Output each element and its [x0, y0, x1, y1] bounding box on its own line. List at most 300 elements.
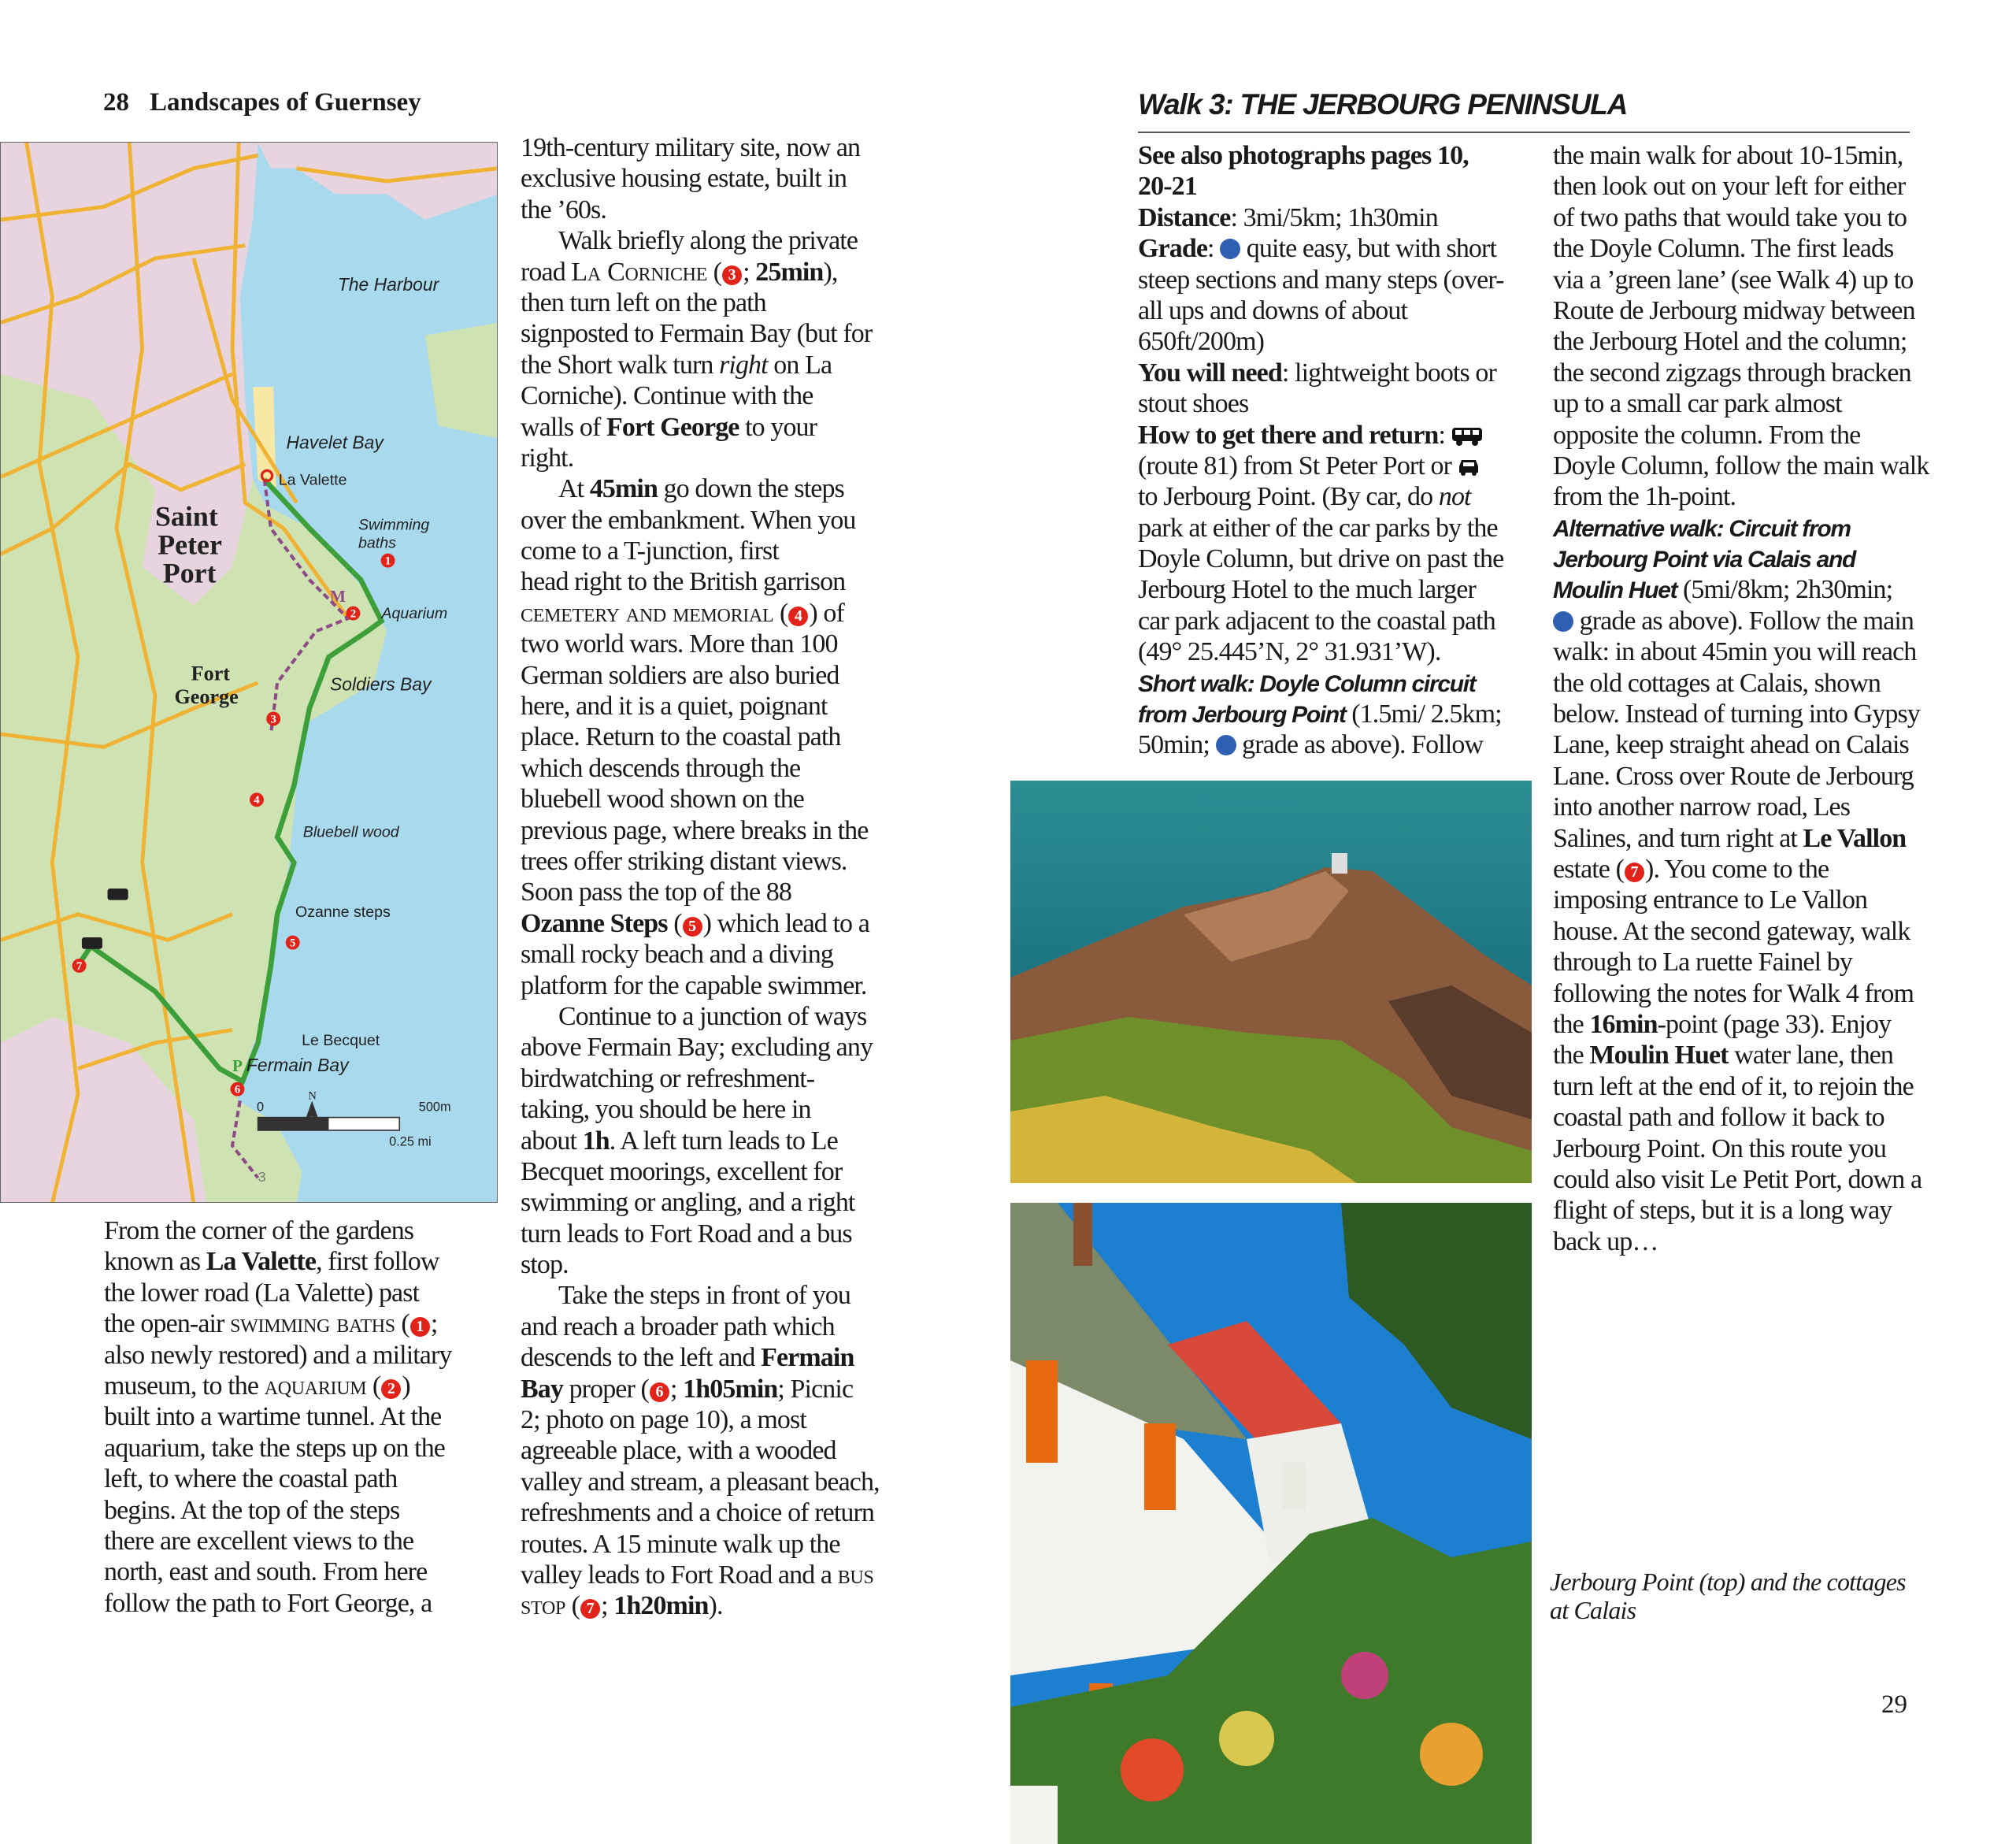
text-line: [104, 1278, 452, 1308]
text-run: : lightweight boots or: [1281, 358, 1496, 388]
text-run: 50min;: [1138, 730, 1216, 760]
text-line: [1138, 451, 1504, 481]
book-title: Landscapes of Guernsey: [150, 88, 421, 117]
text-line: [1138, 420, 1504, 451]
bold-text: Ozanne Steps: [521, 908, 668, 938]
waypoint-4: 4: [254, 794, 260, 807]
text-line: [521, 288, 880, 318]
text-run: birdwatching or refreshment-: [521, 1063, 815, 1093]
small-caps-text: stop: [521, 1591, 566, 1621]
text-run: (49° 25.445’N, 2° 31.931’W).: [1138, 637, 1441, 667]
text-line: [1553, 729, 1929, 760]
label-le-becquet: Le Becquet: [302, 1032, 380, 1050]
text-run: (route 81) from St Peter Port or: [1138, 451, 1458, 480]
text-line: [1138, 636, 1504, 667]
text-line: [521, 660, 880, 691]
text-run: aquarium, take the steps up on the: [104, 1433, 445, 1463]
text-run: the open-air: [104, 1309, 231, 1339]
bus-icon: [1451, 423, 1483, 454]
text-run: about: [521, 1126, 583, 1156]
text-line: [104, 1371, 452, 1401]
label-havelet-bay: Havelet Bay: [286, 432, 384, 453]
text-line: [521, 1404, 880, 1435]
text-line: [104, 1464, 452, 1494]
text-line: [521, 722, 880, 752]
text-run: road: [521, 257, 572, 287]
subheading: Short walk: Doyle Column circuit: [1138, 670, 1476, 697]
text-run: then look out on your left for either: [1553, 172, 1906, 202]
label-port: Port: [162, 557, 217, 589]
bold-text: 1h20min: [613, 1591, 709, 1621]
text-run: come to a T-junction, first: [521, 536, 779, 566]
text-run: ;: [601, 1591, 614, 1621]
small-caps-text: aquarium: [264, 1371, 367, 1401]
italic-text: right: [719, 350, 768, 380]
text-line: [521, 380, 880, 411]
bold-text: Fermain: [761, 1343, 854, 1373]
walk-map: [0, 142, 498, 1203]
text-run: ;: [430, 1309, 438, 1339]
text-run: From the corner of the gardens: [104, 1216, 414, 1245]
text-run: refreshments and a choice of return: [521, 1498, 874, 1528]
text-run: the main walk for about 10-15min,: [1553, 141, 1903, 170]
running-header: [103, 88, 421, 117]
bold-text: 16min: [1589, 1009, 1658, 1039]
text-line: [521, 1187, 880, 1218]
text-run: previous page, where breaks in the: [521, 815, 869, 845]
left-page-column-bottom: [104, 1215, 452, 1619]
text-run: exclusive housing estate, built in: [521, 164, 847, 194]
text-line: [104, 1215, 452, 1246]
text-run: could also visit Le Petit Port, down a: [1553, 1164, 1922, 1194]
waypoint-2: 2: [350, 607, 357, 621]
text-line: [1553, 295, 1929, 326]
text-line: [521, 257, 880, 288]
text-run: grade as above). Follow: [1236, 730, 1484, 760]
grade-dot-icon: [1553, 611, 1573, 632]
text-run: (: [773, 598, 788, 628]
waypoint-number-icon: 4: [788, 607, 808, 626]
text-run: ),: [823, 257, 838, 287]
right-page-column-left: [1138, 140, 1504, 761]
text-line: [521, 443, 880, 473]
parking-icon: P: [232, 1056, 243, 1075]
text-line: [521, 877, 880, 907]
text-line: [1553, 388, 1929, 419]
text-line: [521, 536, 880, 566]
walk-ref-label: 3: [258, 1169, 266, 1185]
text-run: the ’60s.: [521, 195, 606, 224]
subheading: Jerbourg Point via Calais and: [1553, 547, 1856, 573]
text-run: imposing entrance to Le Vallon: [1553, 885, 1868, 915]
text-run: (1.5mi/ 2.5km;: [1345, 699, 1502, 729]
grade-dot-icon: [1216, 735, 1236, 755]
text-run: all ups and downs of about: [1138, 295, 1408, 325]
text-line: [1553, 233, 1929, 264]
small-caps-text: bus: [837, 1560, 874, 1590]
text-line: [1553, 792, 1929, 822]
text-run: and reach a broader path which: [521, 1312, 835, 1341]
bold-text: Fort George: [606, 412, 739, 442]
text-line: [521, 195, 880, 225]
text-line: [521, 1497, 880, 1528]
text-run: flight of steps, but it is a long way: [1553, 1196, 1892, 1226]
text-run: 2; photo on page 10), a most: [521, 1405, 806, 1435]
text-line: [1553, 481, 1929, 512]
text-line: [1553, 668, 1929, 699]
waypoint-number-icon: 5: [683, 917, 702, 937]
text-run: north, east and south. From here: [104, 1557, 428, 1587]
text-line: [521, 1374, 880, 1404]
text-line: [521, 629, 880, 659]
text-run: Lane, keep straight ahead on Calais: [1553, 730, 1909, 760]
text-run: there are excellent views to the: [104, 1526, 414, 1556]
text-line: [1138, 574, 1504, 605]
text-line: [1553, 1102, 1929, 1133]
text-line: [521, 350, 880, 380]
text-run: walk: in about 45min you will reach: [1553, 637, 1917, 667]
text-run: coastal path and follow it back to: [1553, 1103, 1884, 1133]
text-run: (: [707, 257, 722, 287]
text-run: small rocky beach and a diving: [521, 940, 833, 970]
bold-text: La Valette: [206, 1247, 317, 1277]
text-run: descends to the left and: [521, 1343, 762, 1373]
text-line: [104, 1556, 452, 1587]
text-run: (: [667, 908, 682, 938]
text-run: ). You come to the: [1645, 854, 1829, 884]
text-line: [521, 1435, 880, 1466]
caption-line-1: Jerbourg Point (top) and the cottages: [1550, 1568, 1906, 1596]
label-bluebell-wood: Bluebell wood: [302, 823, 399, 841]
text-line: [104, 1495, 452, 1526]
text-line: [521, 846, 880, 877]
text-line: [1553, 1133, 1929, 1164]
title-divider: [1138, 132, 1910, 133]
text-run: stop.: [521, 1250, 569, 1280]
text-line: [1553, 513, 1929, 544]
text-run: turn leads to Fort Road and a bus: [521, 1219, 852, 1249]
text-line: [1553, 1071, 1929, 1102]
text-line: [521, 505, 880, 536]
text-run: quite easy, but with short: [1240, 234, 1496, 264]
text-line: [1553, 854, 1929, 885]
text-line: [1553, 326, 1929, 357]
bold-text: 1h05min: [683, 1374, 778, 1404]
text-run: go down the steps: [658, 474, 844, 504]
text-line: [1553, 1226, 1929, 1257]
bold-text: How to get there and return: [1138, 420, 1439, 450]
text-run: museum, to the: [104, 1371, 265, 1401]
text-run: built into a wartime tunnel. At the: [104, 1402, 442, 1432]
label-peter: Peter: [158, 529, 222, 561]
waypoint-7: 7: [76, 959, 83, 973]
text-line: [104, 1308, 452, 1339]
text-run: , first follow: [316, 1247, 439, 1277]
text-run: the Doyle Column. The first leads: [1553, 234, 1894, 264]
text-line: [521, 1467, 880, 1497]
text-run: Doyle Column, follow the main walk: [1553, 451, 1929, 480]
text-line: [1553, 1195, 1929, 1226]
text-run: 19th-century military site, now an: [521, 133, 861, 162]
text-run: follow the path to Fort George, a: [104, 1588, 432, 1618]
text-run: ) of: [809, 598, 844, 628]
text-run: left, to where the coastal path: [104, 1464, 398, 1494]
waypoint-6: 6: [234, 1083, 241, 1096]
text-line: [521, 1156, 880, 1187]
text-line: [521, 225, 880, 256]
waypoint-1: 1: [384, 555, 391, 568]
page-number-left: 28: [103, 88, 129, 117]
text-line: [521, 1032, 880, 1063]
text-run: through to La ruette Fainel by: [1553, 948, 1852, 978]
text-line: [104, 1526, 452, 1556]
text-line: [1553, 420, 1929, 451]
text-run: signposted to Fermain Bay (but for: [521, 319, 873, 349]
text-run: Jerbourg Point. On this route you: [1553, 1133, 1886, 1163]
label-swimming: Swimming: [358, 516, 430, 534]
photo-calais-cottages: [1010, 1203, 1532, 1844]
label-fort: Fort: [191, 662, 230, 685]
text-line: [521, 784, 880, 814]
text-run: grade as above). Follow the main: [1573, 606, 1914, 636]
bold-text: 20-21: [1138, 172, 1197, 202]
text-line: [1138, 358, 1504, 388]
text-line: [1138, 481, 1504, 512]
text-line: [521, 691, 880, 722]
text-line: [1138, 513, 1504, 544]
text-line: [521, 753, 880, 784]
text-run: place. Return to the coastal path: [521, 722, 841, 752]
text-line: [1553, 606, 1929, 636]
text-run: known as: [104, 1247, 206, 1277]
text-line: [521, 939, 880, 970]
text-run: Soon pass the top of the 88: [521, 877, 792, 907]
text-line: [1138, 699, 1504, 729]
bold-text: Le Vallon: [1803, 823, 1907, 853]
text-line: [521, 1560, 880, 1590]
text-line: [521, 1219, 880, 1249]
text-run: two world wars. More than 100: [521, 629, 838, 659]
grade-dot-icon: [1220, 239, 1240, 259]
text-run: head right to the British garrison: [521, 567, 846, 597]
text-run: taking, you should be here in: [521, 1095, 811, 1125]
text-run: which descends through the: [521, 753, 801, 783]
caption-line-2: at Calais: [1550, 1596, 1636, 1624]
text-line: [521, 473, 880, 504]
text-run: right.: [521, 443, 574, 473]
text-run: above Fermain Bay; excluding any: [521, 1033, 873, 1063]
text-run: swimming or angling, and a right: [521, 1188, 855, 1218]
text-line: [521, 815, 880, 846]
bold-text: 1h: [582, 1126, 610, 1156]
text-line: [1138, 265, 1504, 295]
bold-text: Distance: [1138, 202, 1231, 232]
text-line: [1553, 699, 1929, 729]
text-run: the Jerbourg Hotel and the column;: [1553, 327, 1907, 357]
text-run: Salines, and turn right at: [1553, 823, 1803, 853]
text-line: [521, 1529, 880, 1560]
subheading: Alternative walk: Circuit from: [1553, 515, 1851, 542]
scale-zero: 0: [256, 1100, 265, 1115]
bus-stop-icon-2: [82, 937, 102, 949]
subheading: from Jerbourg Point: [1138, 702, 1346, 729]
text-line: [104, 1433, 452, 1464]
label-baths: baths: [358, 534, 396, 552]
text-run: agreeable place, with a wooded: [521, 1436, 836, 1466]
text-run: ).: [708, 1591, 723, 1621]
text-run: valley leads to Fort Road and a: [521, 1560, 838, 1590]
text-line: [521, 1280, 880, 1311]
text-run: the second zigzags through bracken: [1553, 358, 1911, 388]
small-caps-text: La Corniche: [571, 257, 708, 287]
text-line: [1138, 233, 1504, 264]
text-run: Lane. Cross over Route de Jerbourg: [1553, 761, 1914, 791]
text-run: also newly restored) and a military: [104, 1340, 452, 1370]
text-line: [104, 1246, 452, 1277]
map-graphic: [1, 143, 498, 1203]
text-run: via a ’green lane’ (see Walk 4) up to: [1553, 265, 1914, 295]
waypoint-number-icon: 3: [722, 265, 742, 285]
text-line: [1553, 1040, 1929, 1070]
bold-text: 25min: [755, 257, 824, 287]
photo-caption: [1550, 1568, 1906, 1624]
text-run: to your: [739, 412, 817, 442]
walk-title: Walk 3: THE JERBOURG PENINSULA: [1138, 88, 1628, 121]
text-run: here, and it is a quiet, poignant: [521, 692, 828, 722]
text-line: [1138, 729, 1504, 760]
bold-text: See also photographs pages 10,: [1138, 141, 1469, 170]
text-line: [1553, 978, 1929, 1009]
text-line: [521, 1126, 880, 1156]
text-run: Doyle Column, but drive on past the: [1138, 544, 1504, 574]
text-run: trees offer striking distant views.: [521, 846, 847, 876]
text-line: [521, 1249, 880, 1280]
text-run: into another narrow road, Les: [1553, 792, 1851, 822]
text-run: bluebell wood shown on the: [521, 785, 804, 814]
text-line: [1138, 171, 1504, 202]
bold-text: Grade: [1138, 234, 1208, 264]
text-run: the lower road (La Valette) past: [104, 1278, 420, 1308]
text-run: then turn left on the path: [521, 288, 766, 317]
text-run: over the embankment. When you: [521, 505, 856, 535]
text-run: to Jerbourg Point. (By car, do: [1138, 482, 1439, 512]
text-run: 650ft/200m): [1138, 327, 1265, 357]
text-run: : 3mi/5km; 1h30min: [1230, 202, 1438, 232]
text-line: [1138, 202, 1504, 233]
text-line: [1553, 574, 1929, 605]
text-line: [521, 132, 880, 163]
waypoint-number-icon: 7: [1625, 863, 1644, 882]
text-run: the: [1553, 1041, 1590, 1070]
text-run: valley and stream, a pleasant beach,: [521, 1467, 880, 1497]
bold-text: You will need: [1138, 358, 1282, 388]
text-run: ) which lead to a: [702, 908, 869, 938]
text-run: (5mi/8km; 2h30min;: [1677, 575, 1893, 605]
text-run: below. Instead of turning into Gypsy: [1553, 699, 1920, 729]
waypoint-number-icon: 7: [580, 1599, 600, 1619]
text-line: [1553, 761, 1929, 792]
text-run: ): [402, 1371, 410, 1401]
text-run: up to a small car park almost: [1553, 389, 1842, 419]
text-line: [521, 318, 880, 349]
text-run: ; Picnic: [777, 1374, 854, 1404]
waypoint-5: 5: [290, 937, 296, 950]
label-aquarium: Aquarium: [381, 605, 448, 623]
label-ozanne-steps: Ozanne steps: [295, 903, 391, 921]
label-saint: Saint: [154, 500, 218, 532]
subheading: Moulin Huet: [1553, 577, 1677, 604]
text-line: [1138, 295, 1504, 326]
text-line: [1553, 451, 1929, 481]
text-line: [1138, 544, 1504, 574]
label-north: N: [308, 1089, 317, 1103]
label-george: George: [174, 685, 239, 708]
text-line: [1553, 947, 1929, 978]
text-run: back up…: [1553, 1226, 1658, 1256]
bold-text: Moulin Huet: [1589, 1041, 1729, 1070]
text-run: estate (: [1553, 854, 1625, 884]
text-line: [1138, 606, 1504, 636]
text-line: [1553, 140, 1929, 171]
small-caps-text: cemetery and memorial: [521, 598, 774, 628]
text-run: . A left turn leads to Le: [609, 1126, 838, 1156]
waypoint-number-icon: 6: [650, 1382, 669, 1402]
text-run: following the notes for Walk 4 from: [1553, 978, 1914, 1008]
text-run: -point (page 33). Enjoy: [1657, 1009, 1892, 1039]
text-line: [521, 1063, 880, 1094]
text-run: At: [558, 474, 590, 504]
text-run: Take the steps in front of you: [558, 1281, 850, 1311]
text-run: car park adjacent to the coastal path: [1138, 606, 1495, 636]
text-run: routes. A 15 minute walk up the: [521, 1529, 840, 1559]
text-line: [1553, 885, 1929, 915]
text-run: the Short walk turn: [521, 350, 720, 380]
text-line: [1138, 326, 1504, 357]
text-run: :: [1207, 234, 1221, 264]
left-page-column-middle: [521, 132, 880, 1622]
text-run: stout shoes: [1138, 389, 1249, 419]
text-run: (: [366, 1371, 381, 1401]
text-line: [1138, 668, 1504, 699]
bold-text: 45min: [589, 474, 658, 504]
text-run: Route de Jerbourg midway between: [1553, 295, 1915, 325]
text-run: (: [395, 1309, 410, 1339]
text-run: walls of: [521, 412, 606, 442]
text-run: :: [1438, 420, 1451, 450]
text-line: [1553, 1009, 1929, 1040]
right-page-column-right: [1553, 140, 1929, 1257]
text-run: Corniche). Continue with the: [521, 381, 813, 411]
text-line: [1553, 1164, 1929, 1195]
text-line: [521, 1342, 880, 1373]
text-line: [1553, 265, 1929, 295]
text-line: [1553, 171, 1929, 202]
label-soldiers-bay: Soldiers Bay: [330, 673, 432, 695]
text-line: [1553, 636, 1929, 667]
text-run: turn left at the end of it, to rejoin the: [1553, 1071, 1914, 1101]
waypoint-number-icon: 2: [381, 1379, 401, 1399]
text-line: [521, 1001, 880, 1032]
text-run: begins. At the top of the steps: [104, 1495, 400, 1525]
text-line: [521, 566, 880, 597]
text-line: [521, 970, 880, 1001]
text-line: [521, 163, 880, 194]
text-run: park at either of the car parks by the: [1138, 513, 1498, 543]
text-line: [1553, 916, 1929, 947]
page-number-right: 29: [1881, 1690, 1907, 1719]
italic-text: not: [1438, 482, 1471, 512]
text-run: opposite the column. From the: [1553, 420, 1861, 450]
